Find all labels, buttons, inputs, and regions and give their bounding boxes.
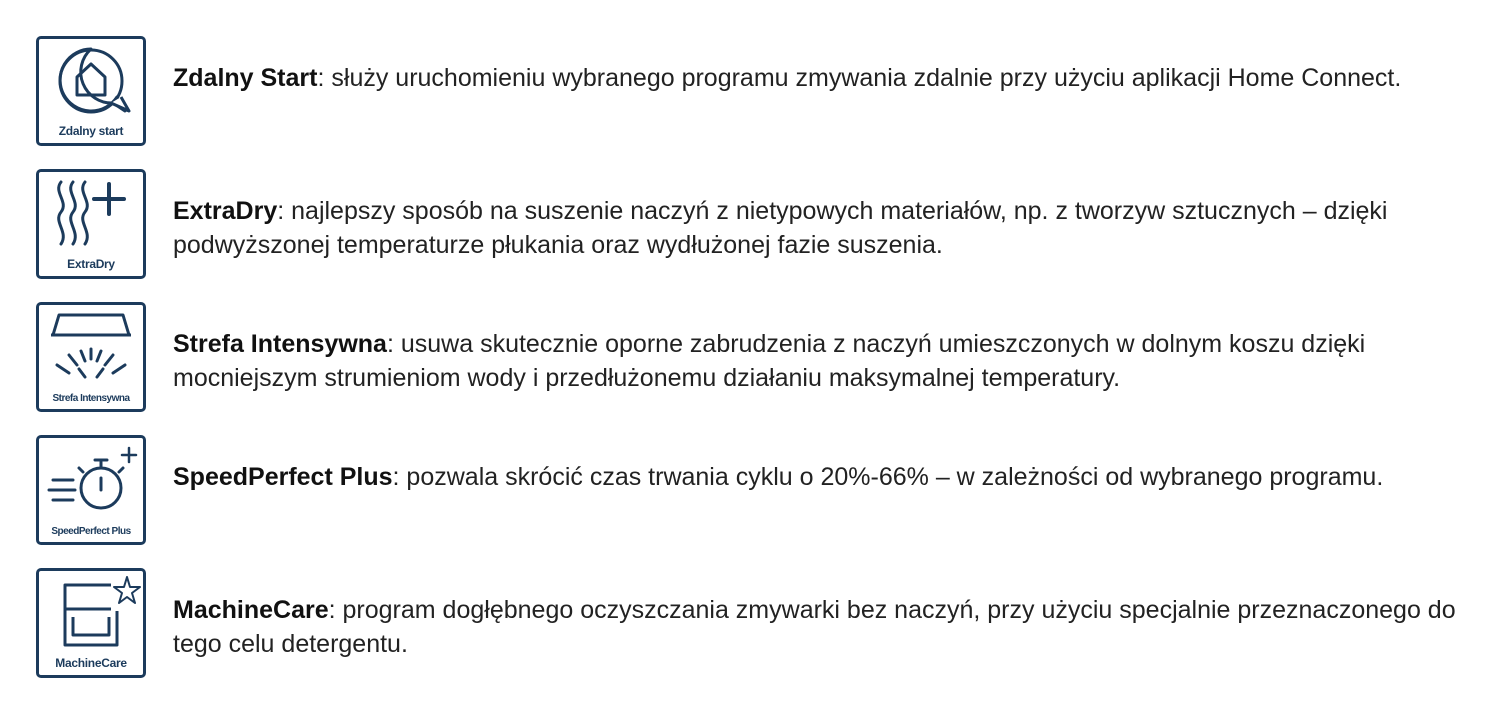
feature-description [173,194,1473,262]
feature-title: SpeedPerfect Plus [173,463,393,491]
feature-text: pozwala skrócić czas trwania cyklu o 20%-66% – w zależności od wybranego programu. [399,463,1384,491]
feature-description [173,460,1473,494]
feature-speed-perfect-plus [36,435,1476,549]
feature-title: Zdalny Start [173,64,318,92]
feature-text: służy uruchomieniu wybranego programu zmywania zdalnie przy użyciu aplikacji Home Connect. [324,64,1402,92]
extra-dry-icon [39,172,143,254]
feature-separator: : [317,64,325,92]
badge-label: MachineCare [55,656,127,670]
feature-description [173,593,1473,661]
feature-extra-dry [36,169,1476,283]
badge-label: ExtraDry [67,257,115,271]
feature-machine-care [36,568,1476,682]
feature-title: MachineCare [173,596,329,624]
feature-remote-start [36,36,1476,150]
speed-perfect-plus-icon [39,438,143,520]
feature-intensive-zone [36,302,1476,416]
feature-text: usuwa skutecznie oporne zabrudzenia z naczyń umieszczonych w dolnym koszu dzięki mocniejszym strumieniom wody i przedłużonemu działaniu maksymalnej temperatury. [173,330,1366,392]
feature-description [173,61,1473,95]
remote-start-badge [36,36,146,146]
feature-description [173,327,1473,395]
machine-care-badge [36,568,146,678]
feature-separator: : [392,463,400,491]
badge-label: SpeedPerfect Plus [51,526,131,537]
intensive-zone-icon [39,305,143,387]
feature-text: najlepszy sposób na suszenie naczyń z nietypowych materiałów, np. z tworzyw sztucznych – dzięki podwyższonej temperaturze płukania oraz wydłużonej fazie suszenia. [173,197,1388,259]
feature-separator: : [328,596,336,624]
feature-separator: : [277,197,285,225]
feature-separator: : [386,330,394,358]
feature-text: program dogłębnego oczyszczania zmywarki bez naczyń, przy użyciu specjalnie przeznaczonego do tego celu detergentu. [173,596,1456,658]
machine-care-icon [39,571,143,653]
speed-perfect-plus-badge [36,435,146,545]
intensive-zone-badge [36,302,146,412]
remote-start-icon [39,39,143,121]
feature-title: Strefa Intensywna [173,330,387,358]
extra-dry-badge [36,169,146,279]
badge-label: Strefa Intensywna [52,393,130,404]
feature-title: ExtraDry [173,197,278,225]
badge-label: Zdalny start [58,124,124,138]
